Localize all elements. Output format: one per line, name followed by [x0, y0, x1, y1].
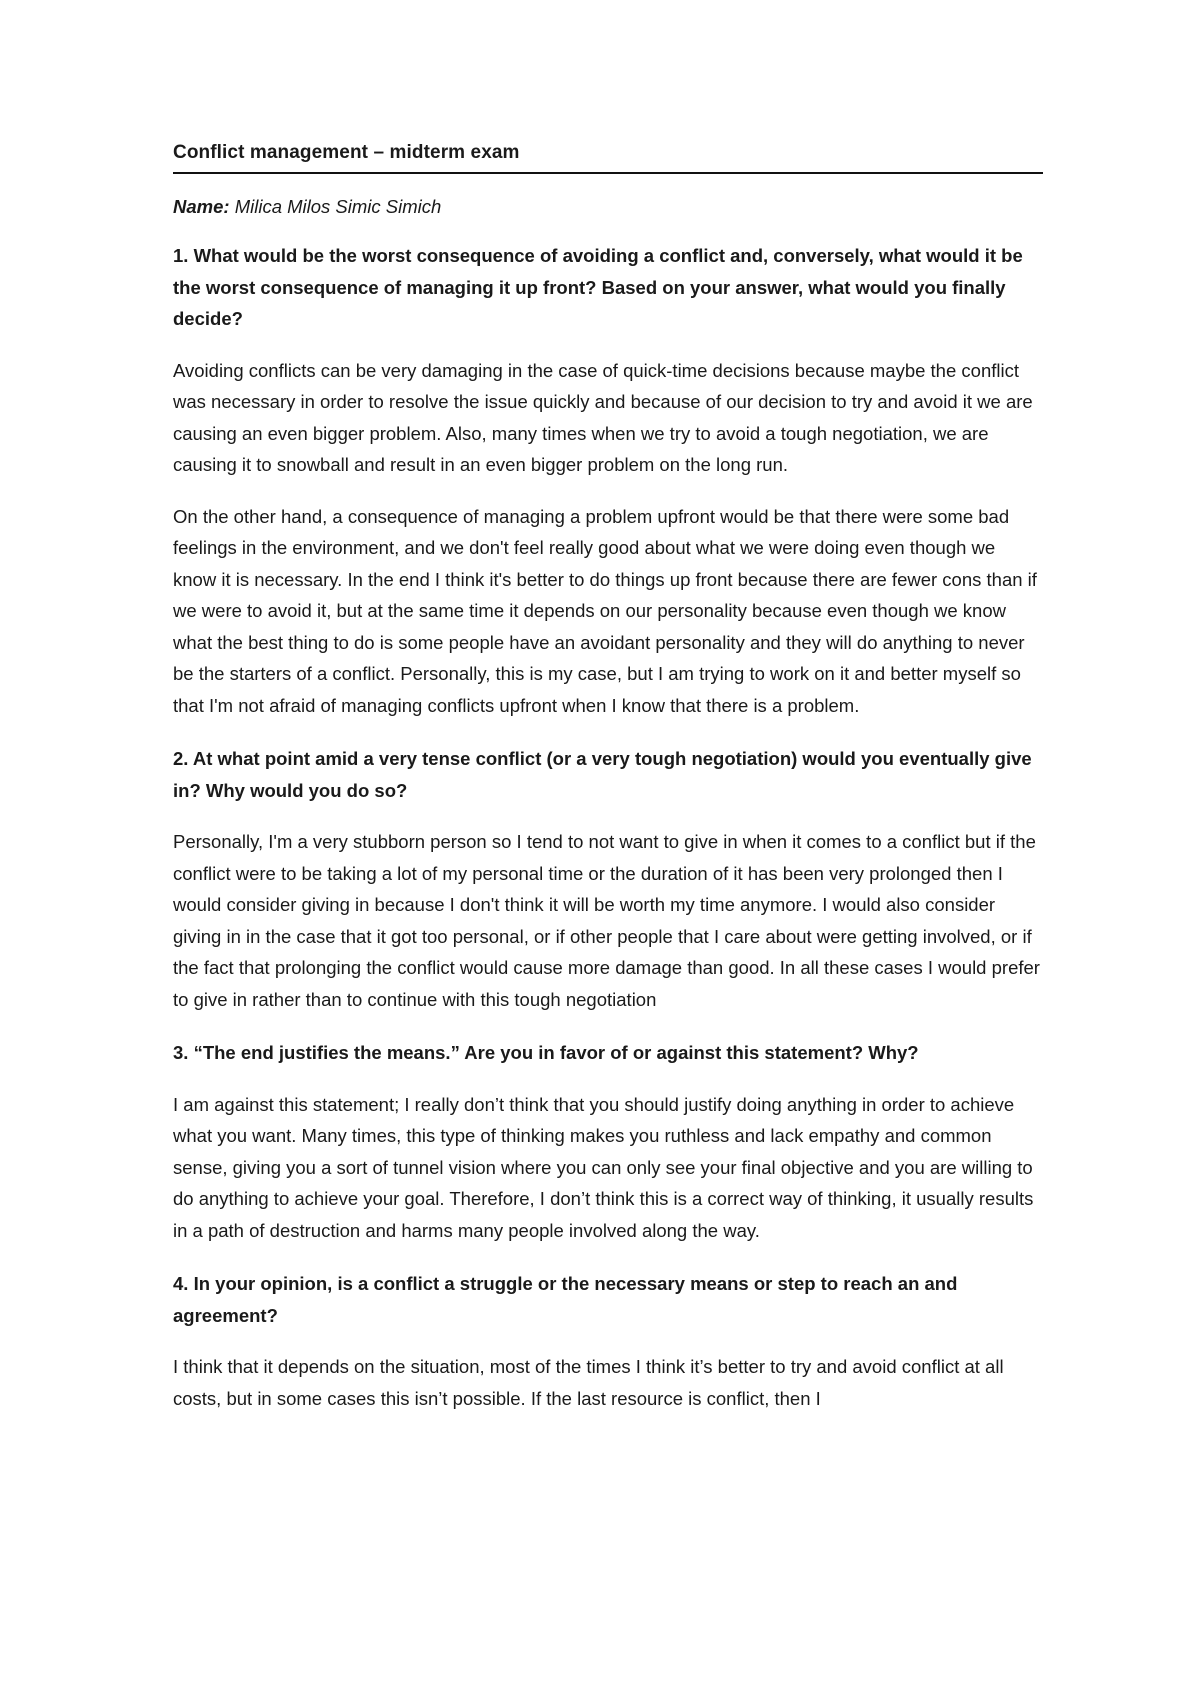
question-1: 1. What would be the worst consequence of avoiding a conflict and, conversely, what would it be the worst consequence of managing it up front? Based on your answer, what would you finally decide? [173, 245, 1023, 329]
document-title: Conflict management – midterm exam [173, 142, 1043, 174]
question-4: 4. In your opinion, is a conflict a struggle or the necessary means or step to reach an and agreement? [173, 1273, 958, 1326]
answer-4-paragraph-1: I think that it depends on the situation, most of the times I think it’s better to try and avoid conflict at all costs, but in some cases this isn’t possible. If the last resource is conflict, then I [173, 1356, 1004, 1409]
student-name: Milica Milos Simic Simich [234, 196, 442, 217]
document-body [173, 142, 1043, 1414]
answer-2-paragraph-1: Personally, I'm a very stubborn person so I tend to not want to give in when it comes to a conflict but if the conflict were to be taking a lot of my personal time or the duration of it has been very prolonged then I would consider giving in because I don't think it will be worth my time anymore. I would also consider giving in in the case that it got too personal, or if other people that I care about were getting involved, or if the fact that prolonging the conflict would cause more damage than good. In all these cases I would prefer to give in rather than to continue with this tough negotiation [173, 831, 1040, 1010]
question-3: 3. “The end justifies the means.” Are you in favor of or against this statement? Why? [173, 1042, 919, 1063]
question-2: 2. At what point amid a very tense conflict (or a very tough negotiation) would you eventually give in? Why would you do so? [173, 748, 1032, 801]
answer-1-paragraph-1: Avoiding conflicts can be very damaging in the case of quick-time decisions because maybe the conflict was necessary in order to resolve the issue quickly and because of our decision to try and avoid it we are causing an even bigger problem. Also, many times when we try to avoid a tough negotiation, we are causing it to snowball and result in an even bigger problem on the long run. [173, 359, 1033, 475]
name-label: Name: [173, 196, 230, 217]
answer-3-paragraph-1: I am against this statement; I really don’t think that you should justify doing anything in order to achieve what you want. Many times, this type of thinking makes you ruthless and lack empathy and common sense, giving you a sort of tunnel vision where you can only see your final objective and you are willing to do anything to achieve your goal. Therefore, I don’t think this is a correct way of thinking, it usually results in a path of destruction and harms many people involved along the way. [173, 1093, 1034, 1241]
student-name-line [173, 196, 1043, 218]
answer-1-paragraph-2: On the other hand, a consequence of managing a problem upfront would be that there were some bad feelings in the environment, and we don't feel really good about what we were doing even though we know it is necessary. In the end I think it's better to do things up front because there are fewer cons than if we were to avoid it, but at the same time it depends on our personality because even though we know what the best thing to do is some people have an avoidant personality and they will do anything to never be the starters of a conflict. Personally, this is my case, but I am trying to work on it and better myself so that I'm not afraid of managing conflicts upfront when I know that there is a problem. [173, 505, 1037, 716]
